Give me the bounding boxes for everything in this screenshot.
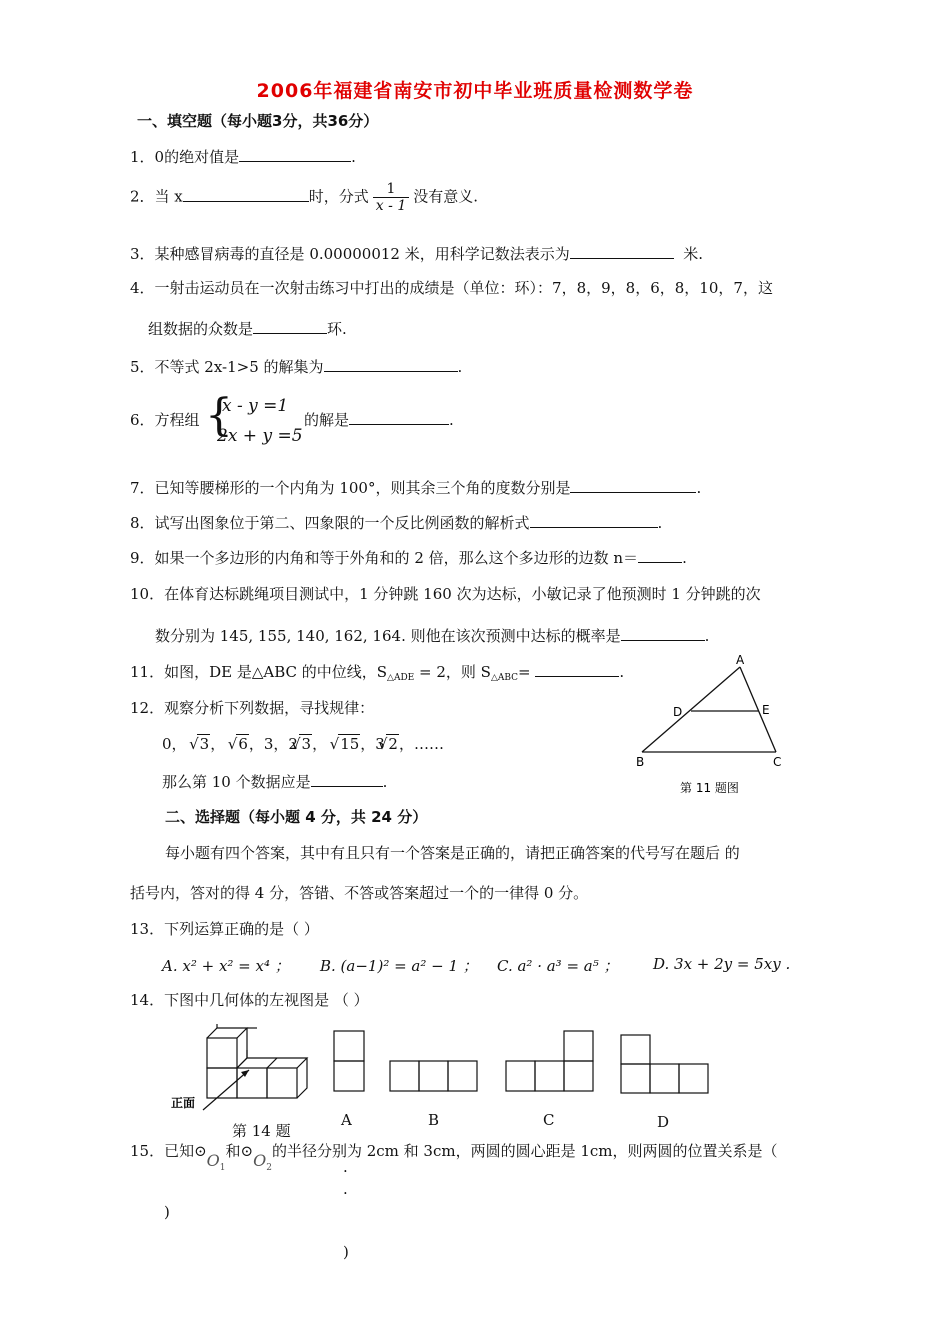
q6-equation-1: x - y =1 (222, 396, 289, 416)
q6-answer-blank[interactable] (349, 409, 449, 425)
q12-sqrt-6: √ 6 (236, 734, 249, 753)
q9-answer-blank[interactable] (638, 547, 682, 563)
q15-dot-1: . (343, 1158, 348, 1176)
q15-o1 (206, 1151, 226, 1174)
q1-answer-blank[interactable] (239, 146, 351, 162)
q15-paren-close: ) (164, 1203, 170, 1221)
q7-answer-blank[interactable] (570, 477, 696, 493)
q12-comma: ， (312, 735, 328, 753)
q15-text-b: 和⊙ (225, 1142, 254, 1160)
q13-stem: 13．下列运算正确的是（ ） (130, 920, 319, 938)
q10-text: 数分别为 145, 155, 140, 162, 164. 则他在该次预测中达标的概率是 (155, 627, 621, 645)
q6-brace: { (205, 390, 233, 441)
q14-stem: 14．下图中几何体的左视图是 （ ） (130, 991, 369, 1009)
q9-end: . (682, 549, 687, 567)
question-5 (130, 356, 462, 377)
q2-fraction-numerator: 1 (373, 181, 409, 198)
q8-text: 8．试写出图象位于第二、四象限的一个反比例函数的解析式 (130, 514, 530, 532)
q12-sqrt-3: √ 3 (197, 734, 210, 753)
q15-o1-letter: O (206, 1151, 220, 1170)
q15-o1-sub: 1 (219, 1163, 226, 1174)
q11-text-c: = (518, 663, 531, 681)
q12-sqrt-3b: √ 3 (299, 734, 312, 753)
label-c: C (773, 755, 782, 769)
question-7 (130, 477, 701, 498)
front-label: 正面 (171, 1096, 196, 1110)
q5-answer-blank[interactable] (324, 356, 458, 372)
q1-text: 1．0的绝对值是 (130, 148, 240, 166)
q14-label-d: D (657, 1113, 670, 1131)
q4-answer-blank[interactable] (253, 318, 327, 334)
label-a: A (736, 653, 745, 667)
figure-11-triangle (628, 652, 798, 800)
q12-seq-start: 0， (162, 735, 187, 753)
q15-text-a: 15．已知⊙ (130, 1142, 207, 1160)
q14-option-d-figure[interactable] (621, 1035, 708, 1093)
q12-comma: ， (210, 735, 226, 753)
q3-text-a: 3．某种感冒病毒的直径是 0.00000012 米，用科学记数法表示为 (130, 245, 570, 263)
q4-text-b: 环. (327, 320, 347, 338)
figure-14-caption: 第 14 题 (232, 1122, 291, 1140)
question-2 (130, 181, 478, 214)
question-10-line2 (155, 625, 709, 646)
q13-option-d[interactable]: D. 3x + 2y = 5xy . (653, 955, 791, 973)
section2-intro-line2: 括号内，答对的得 4 分，答错、不答或答案超过一个的一律得 0 分。 (130, 884, 589, 902)
q5-text: 5．不等式 2x-1>5 的解集为 (130, 358, 324, 376)
q6-text-b: 的解是 (304, 411, 350, 429)
q3-text-b: 米. (683, 245, 704, 263)
q14-option-b-figure[interactable] (390, 1061, 477, 1091)
front-arrow (203, 1070, 249, 1110)
q6-equation-2: 2x + y =5 (217, 426, 303, 446)
q14-label-a: A (341, 1111, 352, 1129)
question-9 (130, 547, 687, 568)
question-11 (130, 661, 624, 683)
section2-heading: 二、选择题（每小题 4 分，共 24 分） (165, 808, 428, 826)
q1-end: . (351, 148, 356, 166)
section2-intro-line1: 每小题有四个答案，其中有且只有一个答案是正确的，请把正确答案的代号写在题后 的 (165, 844, 740, 862)
q6-text-a: 6．方程组 (130, 411, 200, 429)
side-ab (642, 667, 740, 752)
question-4-line1: 4．一射击运动员在一次射击练习中打出的成绩是（单位：环）：7，8，9，8，6，8，10，7，这 (130, 279, 773, 297)
q11-answer-blank[interactable] (535, 661, 619, 677)
q12-sqrt-2: √ 2 (386, 734, 399, 753)
question-8 (130, 512, 662, 533)
q12-sequence (162, 733, 444, 754)
q14-label-b: B (428, 1111, 440, 1129)
q12-seq-mid: ，3 (360, 735, 385, 753)
q2-fraction (373, 181, 409, 214)
q10-end: . (704, 627, 710, 645)
q3-answer-blank[interactable] (570, 243, 674, 259)
q7-end: . (696, 479, 702, 497)
question-4-line2 (148, 318, 347, 339)
q14-option-a-figure[interactable] (334, 1031, 364, 1091)
q14-option-c-figure[interactable] (506, 1031, 593, 1091)
q4-text-a: 组数据的众数是 (148, 320, 254, 338)
q2-text-c: 没有意义. (413, 187, 479, 206)
q12-line3 (162, 771, 387, 792)
solid-figure (207, 1028, 307, 1098)
q15-dot-2: . (343, 1180, 348, 1198)
question-10-line1: 10．在体育达标跳绳项目测试中，1 分钟跳 160 次为达标，小敏记录了他预测时 1 分钟跳的次 (130, 585, 761, 603)
q15-text-c: 的半径分别为 2cm 和 3cm，两圆的圆心距是 1cm，则两圆的位置关系是（ (271, 1142, 778, 1160)
q12-text-b: 那么第 10 个数据应是 (162, 773, 311, 791)
q12-sqrt-15: √ 15 (338, 734, 361, 753)
q8-end: . (657, 514, 663, 532)
question-15 (130, 1140, 778, 1174)
question-3 (130, 243, 703, 264)
q15-o2-sub: 2 (266, 1163, 272, 1174)
q12-seq-mid: ，3，2 (248, 735, 298, 753)
exam-title: 2006年福建省南安市初中毕业班质量检测数学卷 (256, 80, 694, 102)
q15-paren-close-2: ) (343, 1243, 349, 1261)
q2-fraction-denominator: x - 1 (375, 198, 407, 214)
q11-end: . (619, 663, 625, 681)
q13-option-a[interactable]: A. x² + x² = x⁴ ； (162, 957, 290, 975)
q13-option-b[interactable]: B. (a−1)² = a² − 1 ； (320, 957, 478, 975)
q14-label-c: C (543, 1111, 555, 1129)
q13-option-c[interactable]: C. a² · a³ = a⁵ ； (497, 957, 619, 975)
q11-text-a: 11．如图，DE 是△ABC 的中位线，S (130, 663, 388, 681)
q12-seq-end: ，…… (398, 735, 444, 753)
q11-sub-abc: △ABC (490, 673, 519, 683)
q10-answer-blank[interactable] (621, 625, 705, 641)
q12-end: . (382, 773, 388, 791)
label-d: D (673, 705, 683, 719)
q2-text-b: 时，分式 (308, 187, 369, 206)
q2-text-a: 2．当 x (130, 187, 183, 206)
figure-11-caption: 第 11 题图 (680, 781, 739, 795)
q5-end: . (457, 358, 463, 376)
q6-end: . (449, 411, 454, 429)
q15-o2-letter: O (253, 1151, 267, 1170)
q8-answer-blank[interactable] (530, 512, 658, 528)
q9-text: 9．如果一个多边形的内角和等于外角和的 2 倍，那么这个多边形的边数 n＝ (130, 549, 639, 567)
question-1 (130, 146, 356, 167)
side-ac (740, 667, 776, 752)
question-6-tail (304, 409, 454, 430)
section1-heading: 一、填空题（每小题3分，共36分） (137, 112, 379, 130)
q15-o2 (253, 1151, 272, 1174)
q12-stem: 12．观察分析下列数据，寻找规律： (130, 699, 375, 717)
q11-sub-ade: △ADE (387, 673, 415, 683)
q12-answer-blank[interactable] (311, 771, 383, 787)
q7-text: 7．已知等腰梯形的一个内角为 100°，则其余三个角的度数分别是 (130, 479, 571, 497)
label-e: E (762, 703, 770, 717)
label-b: B (636, 755, 645, 769)
q11-text-b: = 2，则 S (414, 663, 491, 681)
q2-answer-blank[interactable] (183, 186, 309, 202)
